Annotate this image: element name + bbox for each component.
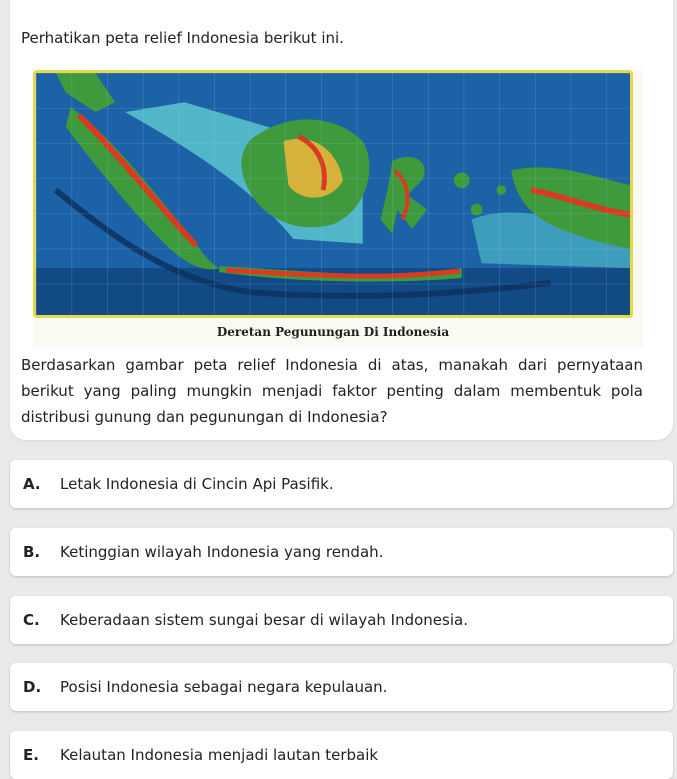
option-d-text: Posisi Indonesia sebagai negara kepulauan. bbox=[60, 678, 388, 696]
option-a-letter: A. bbox=[23, 475, 41, 493]
option-c-letter: C. bbox=[23, 611, 40, 629]
option-e[interactable] bbox=[10, 731, 673, 779]
relief-map-image bbox=[33, 70, 633, 318]
map-caption: Deretan Pegunungan Di Indonesia bbox=[216, 325, 450, 339]
option-c[interactable] bbox=[10, 596, 673, 644]
option-a[interactable] bbox=[10, 460, 673, 508]
relief-map-svg bbox=[36, 73, 630, 315]
option-e-letter: E. bbox=[23, 746, 39, 764]
option-b[interactable] bbox=[10, 528, 673, 576]
option-a-text: Letak Indonesia di Cincin Api Pasifik. bbox=[60, 475, 334, 493]
option-b-text: Ketinggian wilayah Indonesia yang rendah. bbox=[60, 543, 384, 561]
option-d[interactable] bbox=[10, 663, 673, 711]
question-text: Berdasarkan gambar peta relief Indonesia di atas, manakah dari pernyataan berikut yang paling mungkin menjadi faktor penting dalam membentuk pola distribusi gunung dan pegunungan di Indonesia? bbox=[21, 356, 643, 426]
option-d-letter: D. bbox=[23, 678, 42, 696]
option-b-letter: B. bbox=[23, 543, 41, 561]
option-e-text: Kelautan Indonesia menjadi lautan terbaik bbox=[60, 746, 379, 764]
relief-map-figure bbox=[33, 70, 643, 348]
question-intro: Perhatikan peta relief Indonesia berikut ini. bbox=[21, 29, 344, 47]
option-c-text: Keberadaan sistem sungai besar di wilayah Indonesia. bbox=[60, 611, 468, 629]
